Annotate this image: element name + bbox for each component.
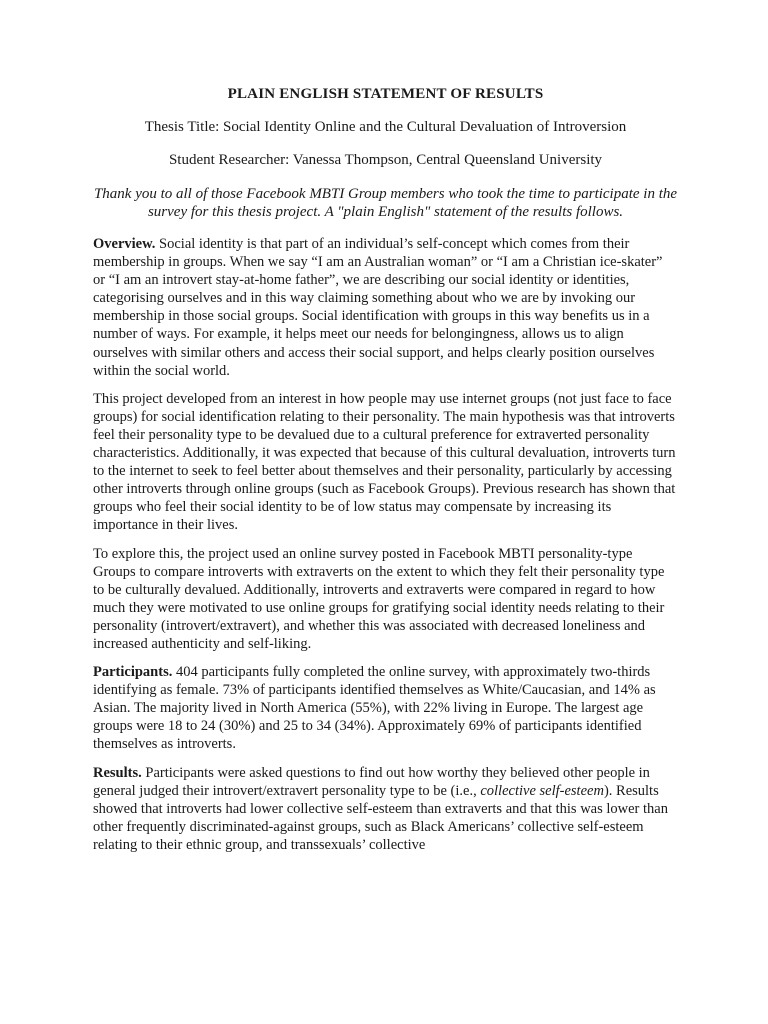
overview-paragraph: [93, 235, 678, 380]
document-title: PLAIN ENGLISH STATEMENT OF RESULTS: [227, 86, 544, 102]
thanks-note: Thank you to all of those Facebook MBTI Group members who took the time to participate in the survey for this thesis project. A "plain English" statement of the results follows.: [93, 186, 678, 220]
participants-heading: Participants.: [93, 664, 173, 681]
student-researcher: Student Researcher: Vanessa Thompson, Central Queensland University: [168, 152, 603, 168]
results-term: collective self-esteem: [480, 782, 604, 799]
results-paragraph: [93, 764, 678, 854]
results-text-after: ). Results showed that introverts had lower collective self-esteem than extraverts and that this was lower than other frequently discriminated-against groups, such as Black Americans’ collective self-esteem relating to their ethnic group, and transsexuals’ collective: [93, 782, 668, 853]
overview-heading: Overview.: [93, 236, 156, 252]
explore-paragraph: To explore this, the project used an online survey posted in Facebook MBTI personality-type Groups to compare introverts with extraverts on the extent to which they felt their personality type to be culturally devalued. Additionally, introverts and extraverts were compared in regard to how much they were motivated to use online groups for gratifying social identity needs relating to their personality (introvert/extravert), and whether this was associated with decreased loneliness and increased authenticity and self-liking.: [93, 545, 665, 652]
thesis-title: Thesis Title: Social Identity Online and the Cultural Devaluation of Introversion: [144, 119, 627, 135]
overview-text: Social identity is that part of an individual’s self-concept which comes from their membership in groups. When we say “I am an Australian woman” or “I am a Christian ice-skater” or “I am an introvert stay-at-home father”, we are describing our social identity or identities, categorising ourselves and in this way claiming something about who we are by invoking our membership in those social groups. Social identification with groups in this way benefits us in a number of ways. For example, it helps meet our needs for belongingness, allows us to align ourselves with similar others and access their social support, and helps clearly position ourselves within the social world.: [93, 236, 663, 379]
project-paragraph: This project developed from an interest in how people may use internet groups (not just face to face groups) for social identification relating to their personality. The main hypothesis was that introverts feel their personality type to be devalued due to a cultural preference for extraverted personality characteristics. Additionally, it was expected that because of this cultural devaluation, introverts turn to the internet to seek to feel better about themselves and their personality, particularly by accessing other introverts through online groups (such as Facebook Groups). Previous research has shown that groups who feel their social identity to be of low status may compensate by increasing its importance in their lives.: [93, 390, 676, 534]
results-text-before: Participants were asked questions to find out how worthy they believed other people in general judged their introvert/extravert personality type to be (i.e.,: [93, 764, 650, 799]
participants-paragraph: [93, 663, 678, 753]
participants-text: 404 participants fully completed the online survey, with approximately two-thirds identifying as female. 73% of participants identified themselves as White/Caucasian, and 14% as Asian. The majority lived in North America (55%), with 22% living in Europe. The largest age groups were 18 to 24 (30%) and 25 to 34 (34%). Approximately 69% of participants identified themselves as introverts.: [93, 664, 656, 753]
results-heading: Results.: [93, 764, 142, 781]
